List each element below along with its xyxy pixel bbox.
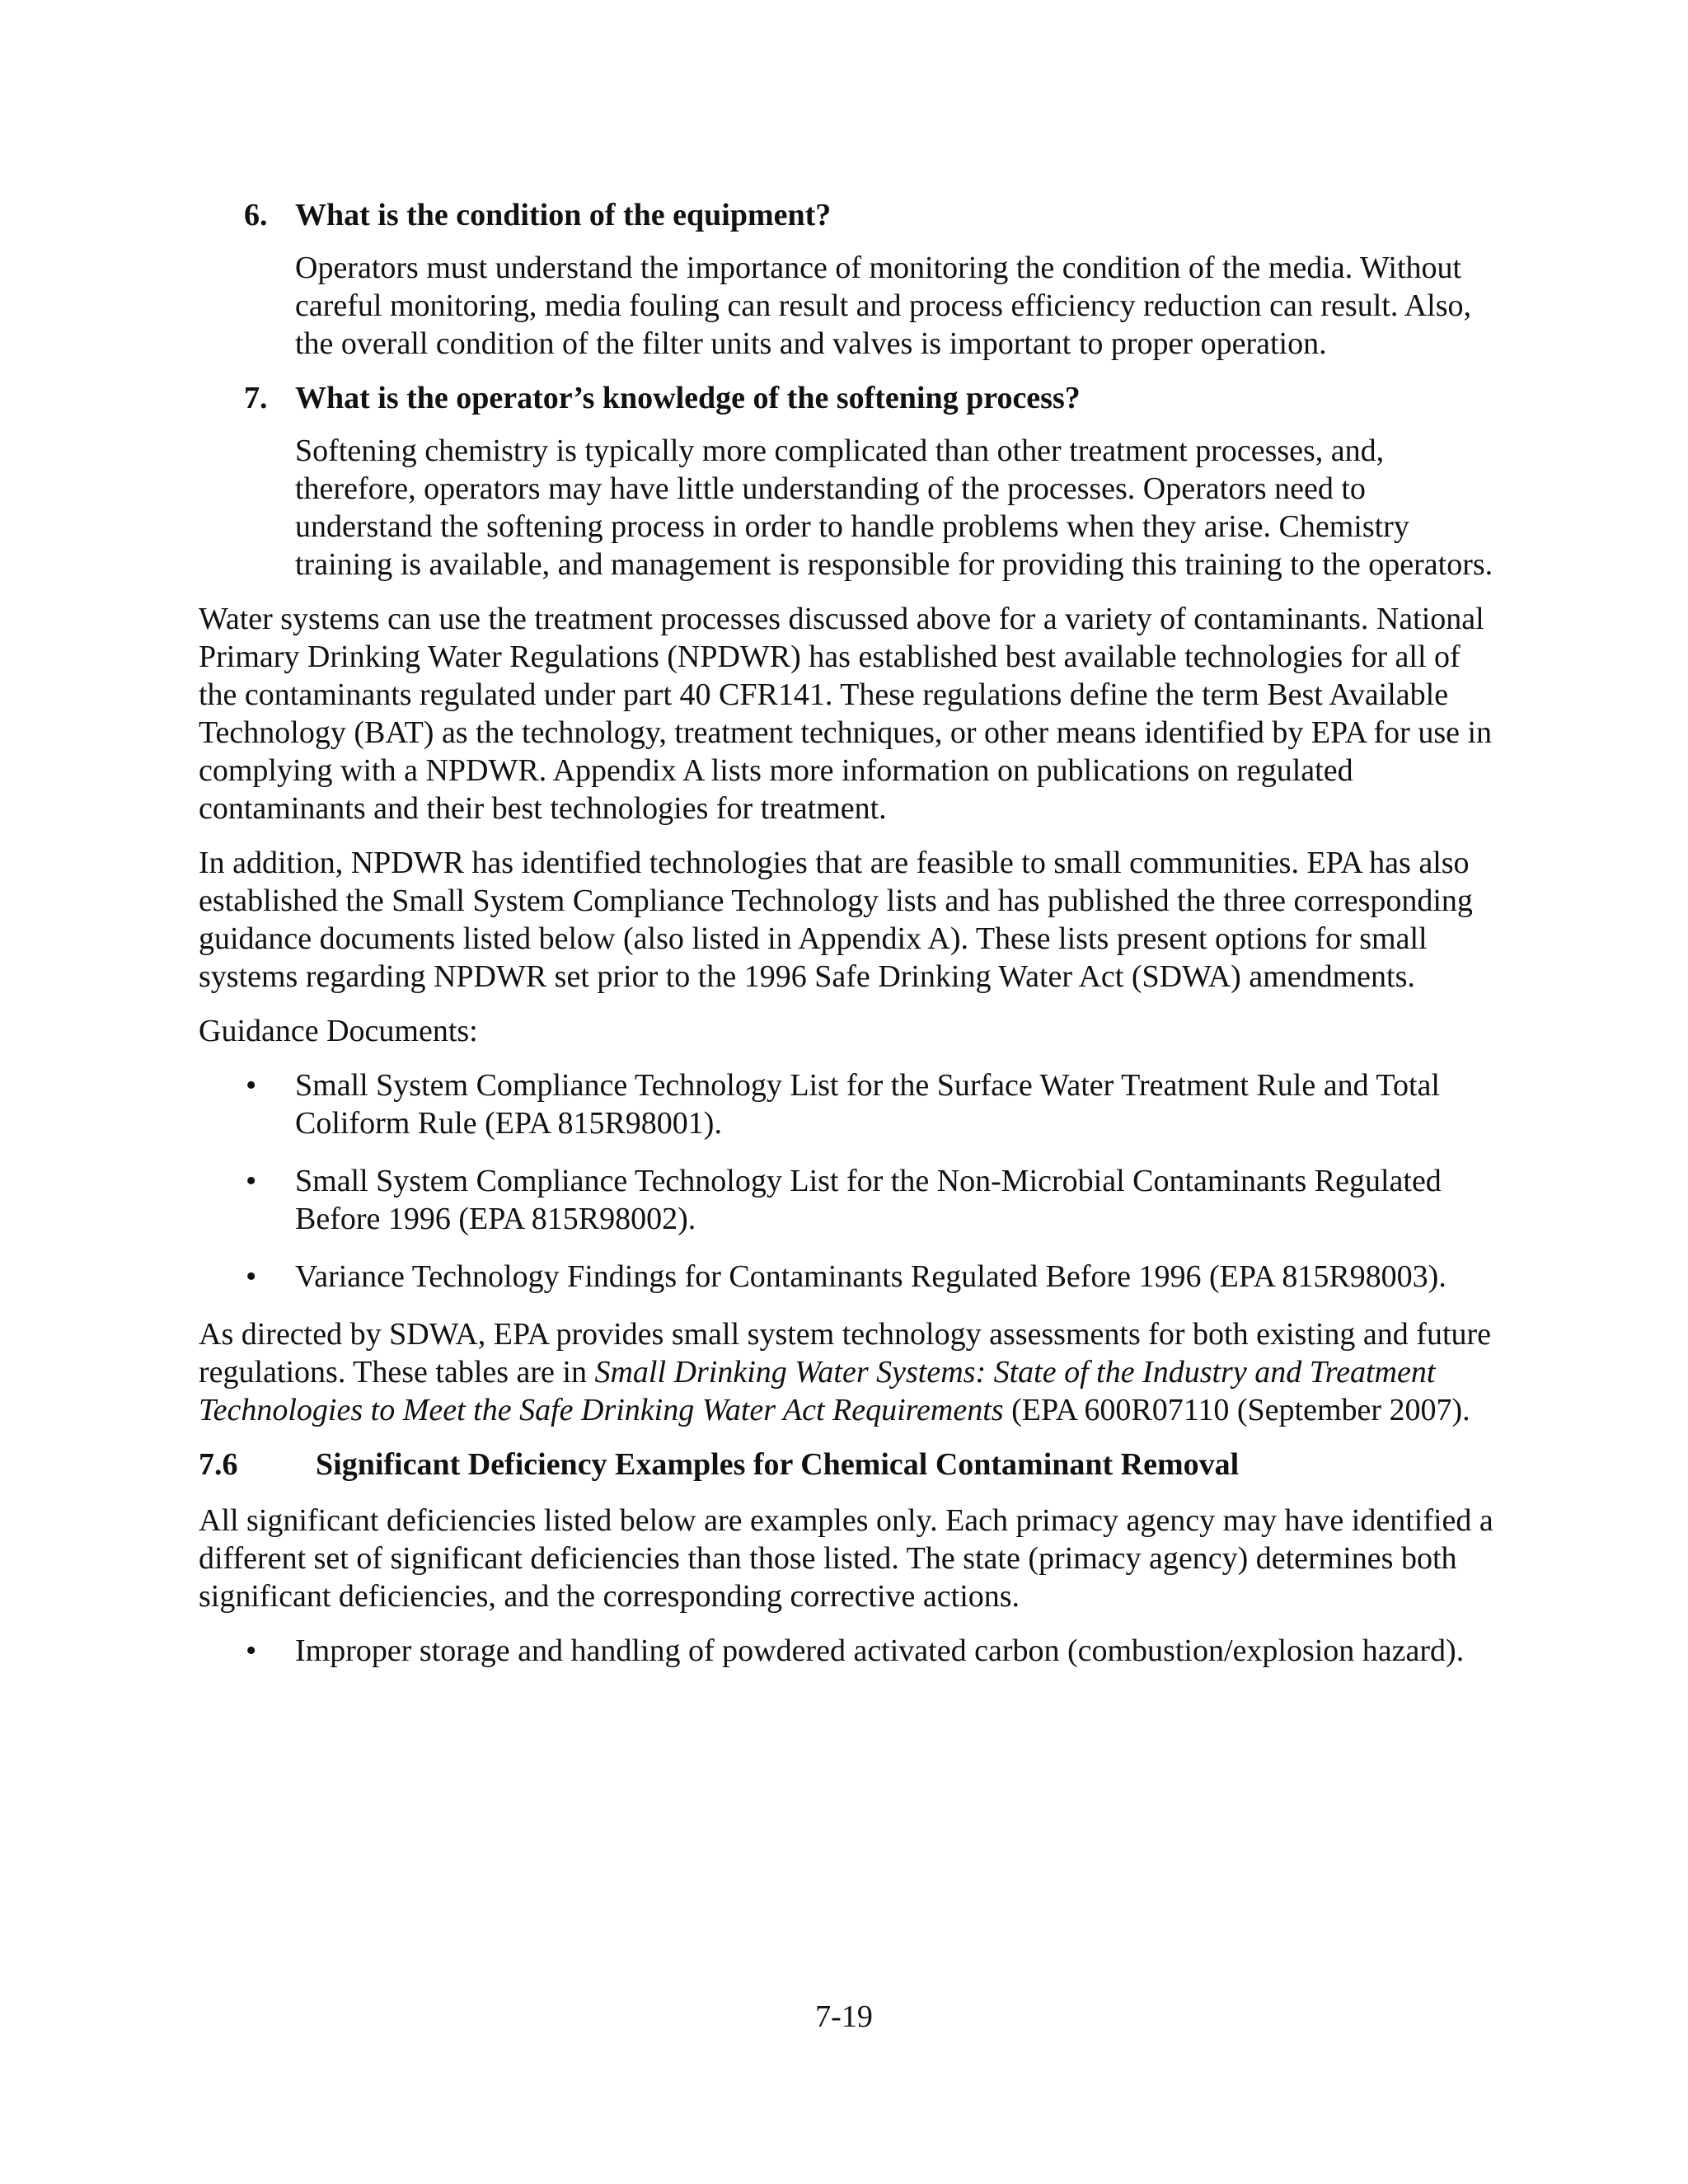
bullet-icon: • (246, 1259, 257, 1294)
question-number: 6. (244, 198, 268, 232)
section-heading (199, 1446, 1501, 1483)
question-heading (199, 196, 1501, 234)
list-item (199, 1258, 1501, 1296)
list-item (199, 1632, 1501, 1670)
document-page (199, 196, 1501, 1690)
list-item-text: Small System Compliance Technology List for the Non-Microbial Contaminants Regulated Before 1996 (EPA 815R98002). (295, 1164, 1442, 1236)
paragraph-deficiencies: All significant deficiencies listed below are examples only. Each primacy agency may have identified a different set of significant deficiencies than those listed. The state (primacy agency) determines both significant deficiencies, and the corresponding corrective actions. (199, 1503, 1493, 1614)
section-title: Significant Deficiency Examples for Chemical Contaminant Removal (316, 1447, 1240, 1482)
question-7 (199, 379, 1501, 583)
paragraph-text: As directed by SDWA, EPA provides small system technology assessments for both existing and future regulations. These tables are in (199, 1317, 1492, 1390)
guidance-documents-list (199, 1066, 1501, 1296)
list-item-text: Small System Compliance Technology List for the Surface Water Treatment Rule and Total Coliform Rule (EPA 815R98001). (295, 1068, 1440, 1141)
question-heading (199, 379, 1501, 417)
deficiency-list (199, 1632, 1501, 1670)
question-title: What is the operator’s knowledge of the softening process? (295, 381, 1081, 415)
paragraph-text: (EPA 600R07110 (September 2007). (1003, 1393, 1470, 1427)
question-body: Softening chemistry is typically more complicated than other treatment processes, and, therefore, operators may have little understanding of the processes. Operators need to understand the softening process in order to handle problems when they arise. Chemistry training is available, and management is responsible for providing this training to the operators. (295, 434, 1493, 582)
guidance-documents-label: Guidance Documents: (199, 1014, 478, 1048)
bullet-icon: • (246, 1164, 257, 1198)
paragraph-small-systems: In addition, NPDWR has identified technologies that are feasible to small communities. EPA has also established the Small System Compliance Technology lists and has published the three corresponding guidance documents listed below (also listed in Appendix A). These lists present options for small systems regarding NPDWR set prior to the 1996 Safe Drinking Water Act (SDWA) amendments. (199, 846, 1473, 994)
question-title: What is the condition of the equipment? (295, 198, 832, 232)
publication-title: Small Drinking Water Systems: State of the Industry and Treatment Technologies to Meet the Safe Drinking Water Act Requirements (199, 1355, 1436, 1427)
paragraph-bat: Water systems can use the treatment processes discussed above for a variety of contaminants. National Primary Drinking Water Regulations (NPDWR) has established best available technologies for all of the contaminants regulated under part 40 CFR141. These regulations define the term Best Available Technology (BAT) as the technology, treatment techniques, or other means identified by EPA for use in complying with a NPDWR. Appendix A lists more information on publications on regulated contaminants and their best technologies for treatment. (199, 602, 1493, 826)
question-number: 7. (244, 381, 268, 415)
bullet-icon: • (246, 1068, 257, 1103)
list-item (199, 1066, 1501, 1142)
page-number: 7-19 (815, 1999, 873, 2034)
paragraph-sdwa (199, 1315, 1501, 1429)
bullet-icon: • (246, 1633, 257, 1668)
section-number: 7.6 (199, 1447, 238, 1482)
question-body: Operators must understand the importance of monitoring the condition of the media. Without careful monitoring, media fouling can result and process efficiency reduction can result. Also, the overall condition of the filter units and valves is important to proper operation. (295, 251, 1472, 361)
list-item-text: Improper storage and handling of powdered activated carbon (combustion/explosion hazard). (295, 1633, 1465, 1668)
list-item (199, 1162, 1501, 1238)
list-item-text: Variance Technology Findings for Contaminants Regulated Before 1996 (EPA 815R98003). (295, 1259, 1447, 1294)
question-6 (199, 196, 1501, 363)
